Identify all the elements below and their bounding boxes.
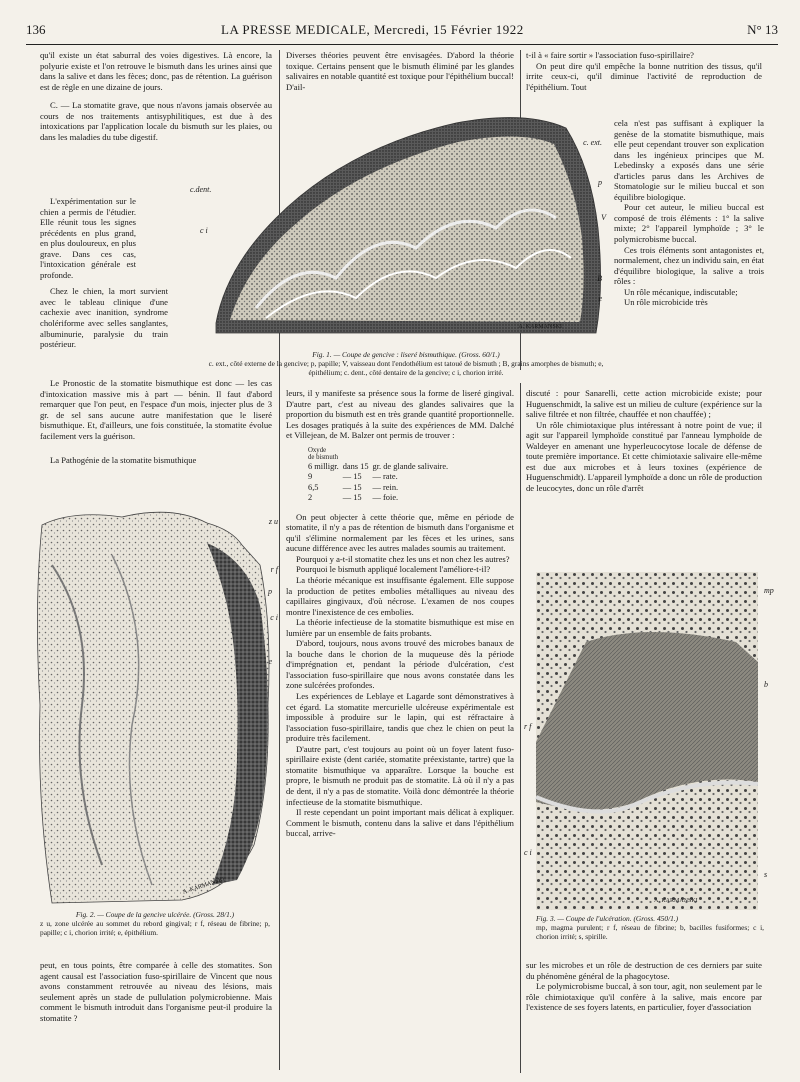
paragraph: Diverses théories peuvent être envisagées. D'abord la théorie toxique. Certains pensent que le bismuth éliminé par les glandes salivaires en notable quantité est toxique pour l'épithélium buccal! D'ail- [286, 50, 514, 92]
page-number: 136 [26, 22, 46, 37]
paragraph: Pourquoi y a-t-il stomatite chez les uns et non chez les autres? [296, 553, 510, 564]
paragraph: C. — La stomatite grave, que nous n'avons jamais observée au cours de nos traitements antisyphilitiques, est due à des intoxications par l'application locale du bismuth sur les plaies, ou dans les maladies du tube digestif. [40, 100, 272, 142]
fig3-caption-block [536, 914, 764, 941]
fig1-illustration [196, 108, 612, 340]
oxide-label-line2: de bismuth [308, 454, 339, 462]
table-row: 6,5 — 15 — rein. [308, 482, 399, 492]
paragraph: Il reste cependant un point important mais délicat à expliquer. Comment le bismuth, contenu dans la salive et dans l'épithélium buccal, arrive- [286, 807, 514, 839]
col3-top-text [526, 50, 762, 92]
paragraph: Le polymicrobisme buccal, à son tour, agit, non seulement par le rôle chimiotaxique qu'il confère à la salive, mais encore par l'existence de ses foyers latents, en particulier, foyer d'association [526, 981, 762, 1013]
fig2-caption-block [40, 910, 270, 937]
fig1-label-b: B [597, 274, 602, 283]
paragraph: Pour cet auteur, le milieu buccal est composé de trois éléments : 1° la salive mixte; 2° l'appareil lymphoïde ; 3° le polymicrobisme buccal. [614, 202, 764, 245]
col1-mid-text [40, 378, 272, 469]
fig2-label-p: p [268, 587, 272, 596]
paragraph: Ces trois éléments sont antagonistes et, normalement, chez un individu sain, en état d'équilibre biologique, la salive a trois rôles : [614, 244, 764, 287]
fig2-illustration [32, 505, 280, 907]
col2-mid-text [286, 388, 514, 839]
col3-mid-text [526, 388, 762, 493]
fig1-caption: Fig. 1. — Coupe de gencive : liseré bismuthique. (Gross. 60/1.) [312, 350, 500, 359]
fig1-label-e: e [598, 294, 602, 303]
paragraph: peut, en tous points, être comparée à celle des stomatites. Son agent causal est l'association fuso-spirillaire de Vincent que nous avons constamment retrouvée au niveau des lésions, mais seulement après un stade de pullulation polymicrobienne. Mais comment le bismuth introduit dans l'organisme peut-il produire la stomatite ? [40, 960, 272, 1023]
header-rule [26, 44, 778, 45]
fig2-label-rf: r f [270, 565, 278, 574]
fig2-legend: z u, zone ulcérée au sommet du rebord gingival; r f, réseau de fibrine; p, papille; c i, chorion irrité; e, épithélium. [40, 919, 270, 937]
paragraph: La théorie infectieuse de la stomatite bismuthique est mise en lumière par un ensemble de faits probants. [286, 617, 514, 638]
dosage-table [308, 462, 452, 504]
fig2-label-e: e [268, 657, 272, 666]
figure-1 [190, 108, 612, 340]
figure-3 [536, 572, 758, 910]
paragraph: L'expérimentation sur le chien a permis de l'étudier. Elle réunit tous les signes précédents en plus grand, en plus douloureux, en plus grave. Dans ces cas, l'intoxication générale est profonde. [40, 196, 136, 280]
fig2-label-ci: c i [270, 613, 278, 622]
figure-2 [32, 505, 280, 907]
fig3-signature: A. KARMANSKI [654, 898, 698, 904]
col3-right-text [614, 118, 764, 308]
column-divider [520, 383, 521, 1073]
paragraph: cela n'est pas suffisant à expliquer la genèse de la stomatite bismuthique, mais elle peut cependant trouver son explication dans les ingénieux principes que M. Lebedinsky a exposés dans une série d'articles parus dans les Archives de Stomatologie sur le milieu buccal et son équilibre biologique. [614, 118, 764, 202]
section-heading: La Pathogénie de la stomatite bismuthique [50, 455, 197, 466]
paragraph: La théorie mécanique est insuffisante également. Elle suppose la production de petites embolies métalliques au niveau des capillaires gingivaux, d'où nécrose. L'examen de nos coupes montre l'inexistence de ces embolies. [286, 575, 514, 617]
paragraph: Le Pronostic de la stomatite bismuthique est donc — les cas d'intoxication massive mis à part — bénin. Il faut d'abord remarquer que l'on peut, en l'espace d'un mois, injecter plus de 3 gr. de sel sans aucune autre manifestation que le liseré bismuthique. Et, d'ailleurs, une fois constituée, la stomatite évolue facilement vers la guérison. [40, 378, 272, 441]
fig1-label-p: p [598, 178, 602, 187]
table-row: 9 — 15 — rate. [308, 472, 398, 482]
paragraph: D'autre part, c'est toujours au point où un foyer latent fuso-spirillaire existe (dent cariée, stomatite préexistante, tartre) que la stomatite bismuthique va apparaître. Lorsque la bouche est propre, le bismuth ne produit pas de stomatite. Là où il n'y a pas de dent, il n'y a pas de stomatite. Voilà donc démontrée la théorie infectieuse de la stomatite bismuthique. [286, 743, 514, 807]
paragraph: Pourquoi le bismuth appliqué localement l'améliore-t-il? [296, 564, 491, 575]
fig3-caption: Fig. 3. — Coupe de l'ulcération. (Gross. 450/1.) [536, 914, 679, 923]
fig1-legend: c. ext., côté externe de la gencive; p, papille; V, vaisseau dont l'endothélium est tatoué de bismuth ; B, grains amorphes de bismuth; e, épithélium; c. dent., côté dentaire de la gencive; c i, chorion irrité. [208, 359, 604, 377]
paragraph: sur les microbes et un rôle de destruction de ces derniers par suite du phénomène général de la phagocytose. [526, 960, 762, 981]
fig1-caption-block [196, 350, 616, 377]
paragraph: qu'il existe un état saburral des voies digestives. Là encore, la polyurie existe et l'on retrouve le bismuth dans les urines ainsi que dans la salive et dans les fèces; donc, pas de rétention. La guérison est de règle en une dizaine de jours. [40, 50, 272, 92]
fig1-label-cdent: c.dent. [190, 185, 212, 194]
fig3-label-s: s [764, 870, 768, 879]
fig3-label-ci: c i [524, 848, 532, 857]
oxide-label [308, 447, 514, 462]
journal-title: LA PRESSE MEDICALE, Mercredi, 15 Février 1922 [221, 22, 524, 37]
fig3-label-mp: mp [764, 586, 774, 595]
paragraph: t-il à « faire sortir » l'association fuso-spirillaire? [526, 50, 694, 60]
fig1-label-cext: c. ext. [583, 138, 602, 147]
paragraph: Les expériences de Leblaye et Lagarde sont démonstratives à cet égard. La stomatite mercurielle ulcéreuse expérimentale est impossible à produire sur le lapin, qui est réfractaire à l'association fuso-spirillaire, tandis que chez le chien on peut la produire très facilement. [286, 691, 514, 744]
paragraph: On peut objecter à cette théorie que, même en période de stomatite, il n'y a pas de rétention de bismuth dans l'organisme et qu'il s'élimine normalement par les fèces et les urines, sans aucune différence avec les autres malades soumis au traitement. [286, 511, 514, 554]
paragraph: D'abord, toujours, nous avons trouvé des microbes banaux de la bouche dans le chorion de la muqueuse dès la période d'imprégnation et, pendant la période d'ulcération, c'est l'association fuso-spirillaire que nous avons constatée dans les zone sulcérées profondes. [286, 638, 514, 691]
oxide-label-line1: Oxyde [308, 446, 327, 454]
col1-bottom-text [40, 960, 272, 1023]
paragraph: discuté : pour Sanarelli, cette action microbicide existe; pour Huguenschmidt, la salive est un milieu de culture (expérience sur la salive filtrée et non filtrée, chauffée et non chauffée) ; [526, 388, 762, 420]
col3-bottom-text [526, 960, 762, 1013]
fig1-label-ci: c i [200, 226, 208, 235]
paragraph: Un rôle microbicide très [624, 297, 708, 308]
paragraph: On peut dire qu'il empêche la bonne nutrition des tissus, qu'il irrite ceux-ci, qu'il diminue l'activité de reproduction de l'épithélium. Tout [526, 60, 762, 92]
fig2-signature: A. KARMANSKI [182, 876, 226, 896]
fig3-legend: mp, magma purulent; r f, réseau de fibrine; b, bacilles fusiformes; c i, chorion irrité; s, spirille. [536, 923, 764, 941]
fig2-label-zu: z u [268, 517, 278, 526]
table-row: 2 — 15 — foie. [308, 493, 399, 503]
page-header [26, 22, 778, 40]
paragraph: Un rôle chimiotaxique plus intéressant à notre point de vue; il agit sur l'appareil lymphoïde constitué par l'anneau lymphoïde de Waldeyer en amenant une hyperleucocytose locale de défense de toute première importance. Et cette chimiotaxie salivaire elle-même est due aux microbes et à leurs toxines (expérience de Huguenschmidt). L'appareil lymphoïde a donc un rôle de production de leucocytes, donc un rôle d'arrêt [526, 419, 762, 493]
paragraph: Chez le chien, la mort survient avec le tableau clinique d'une cachexie avec inanition, syndrome cholériforme avec selles sanglantes, albuminurie, paralysie du train postérieur. [40, 286, 168, 350]
fig2-caption: Fig. 2. — Coupe de la gencive ulcérée. (Gross. 28/1.) [75, 910, 235, 919]
fig1-signature: A. KARMANSKI [518, 324, 562, 330]
col2-top-text [286, 50, 514, 92]
fig1-label-v: V [601, 213, 606, 222]
paragraph: Un rôle mécanique, indiscutable; [624, 286, 738, 297]
col1-narrow-text [40, 196, 168, 350]
fig3-illustration [536, 572, 758, 910]
paragraph: leurs, il y manifeste sa présence sous la forme de liseré gingival. D'autre part, c'est au niveau des glandes salivaires que la proportion du bismuth est en très grande quantité proportionnelle. Les dosages pratiqués à la suite des expériences de MM. Dalché et Villejean, de M. Balzer ont permis de trouver : [286, 388, 514, 441]
fig3-label-b: b [764, 680, 768, 689]
fig3-label-rf: r f [524, 722, 532, 731]
issue-number: N° 13 [747, 22, 778, 37]
table-row: 6 milligr. dans 15 gr. de glande salivaire. [308, 461, 449, 471]
